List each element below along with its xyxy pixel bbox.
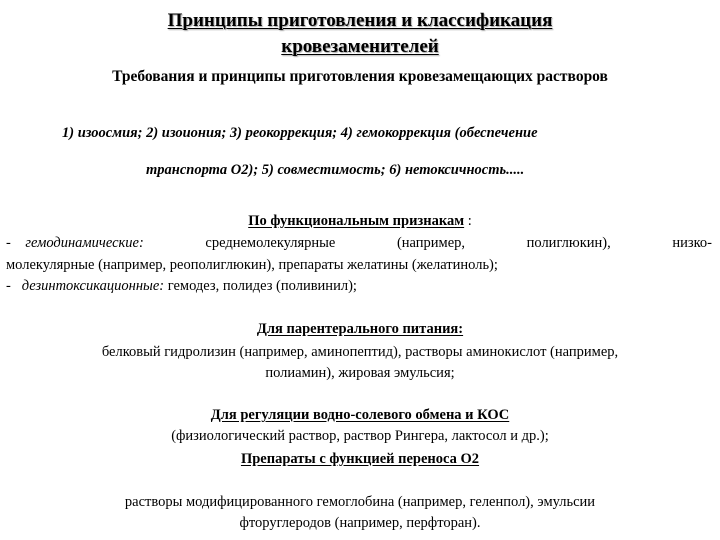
oxygen-section-body	[0, 493, 720, 533]
parenteral-section	[0, 320, 720, 383]
functional-item-2-text: гемодез, полидез (поливинил);	[164, 278, 357, 294]
principles-line-1: 1) изоосмия; 2) изоиония; 3) реокоррекция; 4) гемокоррекция (обеспечение	[62, 125, 538, 141]
page-title	[0, 8, 720, 60]
water-salt-line-1: (физиологический раствор, раствор Рингера, лактосол и др.);	[171, 428, 549, 444]
oxygen-line-1: растворы модифицированного гемоглобина (например, геленпол), эмульсии	[124, 494, 596, 510]
functional-heading-row	[0, 212, 720, 231]
functional-item-1-line-2: молекулярные (например, реополиглюкин), препараты желатины (желатиноль);	[6, 257, 498, 273]
functional-item-1-word-1: среднемолекулярные	[205, 235, 336, 251]
parenteral-line-1: белковый гидролизин (например, аминопептид), растворы аминокислот (например,	[101, 344, 619, 360]
functional-item-2-dash: -	[6, 278, 11, 294]
parenteral-line-2: полиамин), жировая эмульсия;	[265, 365, 455, 381]
parenteral-heading: Для парентерального питания:	[256, 321, 464, 337]
functional-item-2	[6, 277, 712, 296]
water-salt-heading: Для регуляции водно-солевого обмена и КОС	[210, 407, 510, 423]
functional-item-2-term: дезинтоксикационные:	[21, 278, 165, 294]
water-salt-section	[0, 406, 720, 446]
functional-heading: По функциональным признакам	[248, 213, 465, 229]
functional-item-1-lead	[6, 234, 144, 253]
principles-line-2: транспорта О2); 5) совместимость; 6) нетоксичность.....	[146, 162, 525, 178]
functional-heading-suffix: :	[464, 213, 472, 229]
oxygen-heading: Препараты с функцией переноса О2	[240, 451, 480, 467]
functional-item-1-word-3: полиглюкин),	[526, 235, 611, 251]
functional-item-1-term: гемодинамические:	[25, 235, 144, 251]
oxygen-line-2: фторуглеродов (например, перфторан).	[239, 515, 481, 531]
title-line-1: Принципы приготовления и классификация	[167, 10, 553, 31]
functional-item-1-word-2: (например,	[396, 235, 466, 251]
functional-item-1-dash: -	[6, 235, 11, 251]
functional-item-1-word-4: низко-	[672, 235, 712, 251]
functional-item-1-line-1	[6, 234, 712, 253]
title-line-2: кровезаменителей	[281, 36, 439, 57]
subtitle: Требования и принципы приготовления кровезамещающих растворов	[112, 68, 608, 85]
